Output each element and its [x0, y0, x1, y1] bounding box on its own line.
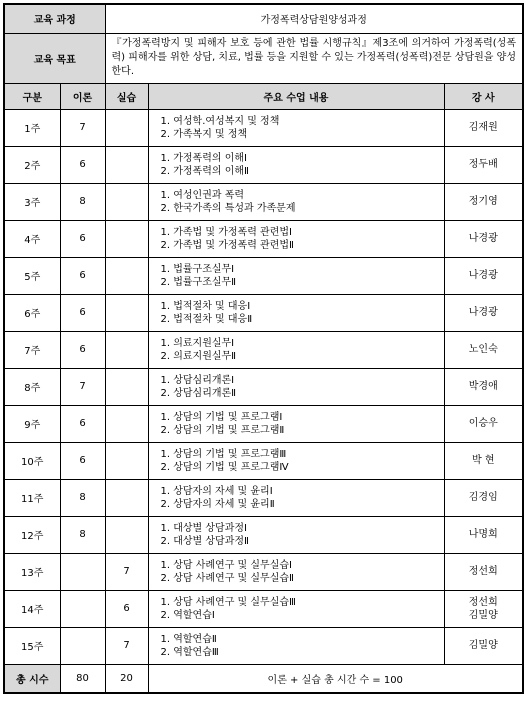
- instructor-name: 나경광: [468, 233, 498, 244]
- instructor-name: 정선희: [468, 596, 498, 608]
- instructor-name: 김경임: [468, 492, 498, 503]
- practice-hours: [105, 442, 148, 479]
- header-theory: 이론: [60, 83, 105, 109]
- lesson-item: 1. 상담심리개론Ⅰ: [160, 374, 235, 386]
- week-cell: 3주: [4, 183, 60, 220]
- lesson-list: [148, 553, 444, 590]
- lesson-list: [148, 294, 444, 331]
- lesson-item: 1. 상담의 기법 및 프로그램Ⅰ: [160, 411, 283, 423]
- instructor-name: 정두배: [468, 159, 498, 170]
- lesson-list: [148, 479, 444, 516]
- week-cell: 5주: [4, 257, 60, 294]
- header-week: 구분: [4, 83, 60, 109]
- lesson-item: 2. 대상별 상담과정Ⅱ: [160, 535, 249, 547]
- lesson-item: 1. 법적절차 및 대응Ⅰ: [160, 300, 251, 312]
- lesson-item: 1. 상담자의 자세 및 윤리Ⅰ: [160, 485, 273, 497]
- lesson-list: [148, 183, 444, 220]
- total-label: 총 시수: [4, 664, 60, 693]
- lesson-list: [148, 405, 444, 442]
- theory-hours: 6: [60, 442, 105, 479]
- instructor-name: 이승우: [468, 418, 498, 429]
- lesson-item: 2. 상담자의 자세 및 윤리Ⅱ: [160, 498, 275, 510]
- week-row: [4, 183, 523, 220]
- goal-label: 교육 목표: [4, 33, 105, 83]
- theory-hours: 6: [60, 405, 105, 442]
- total-theory: 80: [60, 664, 105, 693]
- theory-hours: 8: [60, 183, 105, 220]
- theory-hours: 8: [60, 479, 105, 516]
- course-row: [4, 4, 523, 33]
- week-row: [4, 331, 523, 368]
- theory-hours: 6: [60, 220, 105, 257]
- practice-hours: [105, 257, 148, 294]
- week-cell: 14주: [4, 590, 60, 627]
- week-cell: 10주: [4, 442, 60, 479]
- week-cell: 8주: [4, 368, 60, 405]
- week-row: [4, 368, 523, 405]
- curriculum-document: [3, 3, 524, 694]
- instructor-cell: [444, 183, 523, 220]
- week-cell: 12주: [4, 516, 60, 553]
- week-cell: 6주: [4, 294, 60, 331]
- lesson-item: 2. 상담의 기법 및 프로그램Ⅳ: [160, 461, 289, 473]
- week-cell: 4주: [4, 220, 60, 257]
- week-row: [4, 109, 523, 146]
- instructor-name: 나명희: [468, 529, 498, 540]
- week-row: [4, 553, 523, 590]
- lesson-item: 2. 한국가족의 특성과 가족문제: [160, 202, 296, 214]
- lesson-list: [148, 590, 444, 627]
- lesson-list: [148, 220, 444, 257]
- week-cell: 1주: [4, 109, 60, 146]
- goal-text: 『가정폭력방지 및 피해자 보호 등에 관한 법률 시행규칙』제3조에 의거하여 가정폭력(성폭력) 피해자를 위한 상담, 치료, 법률 등을 지원할 수 있는 가정폭력(성폭력)전문 상담원을 양성한다.: [105, 33, 523, 83]
- practice-hours: [105, 183, 148, 220]
- practice-hours: [105, 405, 148, 442]
- week-row: [4, 294, 523, 331]
- week-row: [4, 405, 523, 442]
- instructor-name: 나경광: [468, 270, 498, 281]
- lesson-list: [148, 516, 444, 553]
- theory-hours: 6: [60, 146, 105, 183]
- practice-hours: [105, 331, 148, 368]
- lesson-item: 2. 가족복지 및 정책: [160, 128, 248, 140]
- week-cell: 15주: [4, 627, 60, 664]
- lesson-item: 2. 가족법 및 가정폭력 관련법Ⅱ: [160, 239, 294, 251]
- practice-hours: 6: [105, 590, 148, 627]
- instructor-cell: [444, 442, 523, 479]
- theory-hours: 6: [60, 331, 105, 368]
- instructor-cell: [444, 257, 523, 294]
- theory-hours: 7: [60, 109, 105, 146]
- instructor-cell: [444, 627, 523, 664]
- instructor-name: 김밀양: [468, 640, 498, 651]
- week-row: [4, 516, 523, 553]
- instructor-cell: [444, 146, 523, 183]
- instructor-cell: [444, 590, 523, 627]
- week-row: [4, 627, 523, 664]
- lesson-item: 2. 상담 사례연구 및 실무실습Ⅱ: [160, 572, 294, 584]
- lesson-item: 1. 역할연습Ⅱ: [160, 633, 217, 645]
- instructor-name: 박 현: [472, 455, 495, 466]
- instructor-name: 정선희: [468, 566, 498, 577]
- lesson-list: [148, 331, 444, 368]
- lesson-item: 1. 가족법 및 가정폭력 관련법Ⅰ: [160, 226, 292, 238]
- curriculum-table: [3, 3, 524, 694]
- goal-row: [4, 33, 523, 83]
- week-cell: 2주: [4, 146, 60, 183]
- theory-hours: 8: [60, 516, 105, 553]
- week-row: [4, 442, 523, 479]
- theory-hours: 7: [60, 368, 105, 405]
- lesson-list: [148, 627, 444, 664]
- theory-hours: [60, 590, 105, 627]
- week-cell: 9주: [4, 405, 60, 442]
- instructor-cell: [444, 220, 523, 257]
- lesson-list: [148, 368, 444, 405]
- practice-hours: [105, 294, 148, 331]
- practice-hours: [105, 516, 148, 553]
- course-label: 교육 과정: [4, 4, 105, 33]
- lesson-item: 1. 상담의 기법 및 프로그램Ⅲ: [160, 448, 287, 460]
- instructor-cell: [444, 553, 523, 590]
- instructor-cell: [444, 516, 523, 553]
- instructor-cell: [444, 368, 523, 405]
- instructor-name: 정기영: [468, 196, 498, 207]
- practice-hours: 7: [105, 627, 148, 664]
- total-note: 이론 + 실습 총 시간 수 = 100: [148, 664, 523, 693]
- total-row: [4, 664, 523, 693]
- week-row: [4, 257, 523, 294]
- week-cell: 11주: [4, 479, 60, 516]
- instructor-cell: [444, 109, 523, 146]
- total-practice: 20: [105, 664, 148, 693]
- lesson-item: 1. 여성학.여성복지 및 정책: [160, 115, 280, 127]
- header-row: [4, 83, 523, 109]
- lesson-item: 2. 법적절차 및 대응Ⅱ: [160, 313, 253, 325]
- lesson-item: 1. 상담 사례연구 및 실무실습Ⅲ: [160, 596, 296, 608]
- lesson-item: 1. 가정폭력의 이해Ⅰ: [160, 152, 247, 164]
- practice-hours: [105, 146, 148, 183]
- lesson-item: 1. 여성인권과 폭력: [160, 189, 245, 201]
- instructor-name: 박경애: [468, 381, 498, 392]
- week-cell: 7주: [4, 331, 60, 368]
- theory-hours: 6: [60, 294, 105, 331]
- header-instructor: 강 사: [444, 83, 523, 109]
- practice-hours: 7: [105, 553, 148, 590]
- week-cell: 13주: [4, 553, 60, 590]
- lesson-list: [148, 442, 444, 479]
- week-row: [4, 220, 523, 257]
- lesson-item: 1. 상담 사례연구 및 실무실습Ⅰ: [160, 559, 292, 571]
- instructor-cell: [444, 294, 523, 331]
- practice-hours: [105, 368, 148, 405]
- instructor-name: 김밀양: [468, 609, 498, 621]
- theory-hours: 6: [60, 257, 105, 294]
- instructor-name: 나경광: [468, 307, 498, 318]
- week-row: [4, 590, 523, 627]
- instructor-cell: [444, 479, 523, 516]
- lesson-item: 2. 가정폭력의 이해Ⅱ: [160, 165, 249, 177]
- lesson-item: 2. 법률구조실무Ⅱ: [160, 276, 237, 288]
- instructor-cell: [444, 405, 523, 442]
- week-row: [4, 146, 523, 183]
- lesson-list: [148, 146, 444, 183]
- lesson-list: [148, 109, 444, 146]
- instructor-cell: [444, 331, 523, 368]
- practice-hours: [105, 109, 148, 146]
- lesson-item: 2. 의료지원실무Ⅱ: [160, 350, 237, 362]
- theory-hours: [60, 553, 105, 590]
- week-row: [4, 479, 523, 516]
- lesson-item: 2. 역할연습Ⅲ: [160, 646, 219, 658]
- lesson-list: [148, 257, 444, 294]
- header-practice: 실습: [105, 83, 148, 109]
- practice-hours: [105, 479, 148, 516]
- lesson-item: 2. 역할연습Ⅰ: [160, 609, 215, 621]
- lesson-item: 1. 법률구조실무Ⅰ: [160, 263, 235, 275]
- header-content: 주요 수업 내용: [148, 83, 444, 109]
- course-title: 가정폭력상담원양성과정: [105, 4, 523, 33]
- instructor-name: 노인숙: [468, 344, 498, 355]
- lesson-item: 2. 상담심리개론Ⅱ: [160, 387, 237, 399]
- practice-hours: [105, 220, 148, 257]
- lesson-item: 1. 대상별 상담과정Ⅰ: [160, 522, 247, 534]
- theory-hours: [60, 627, 105, 664]
- lesson-item: 2. 상담의 기법 및 프로그램Ⅱ: [160, 424, 285, 436]
- instructor-name: 김재원: [468, 122, 498, 133]
- lesson-item: 1. 의료지원실무Ⅰ: [160, 337, 235, 349]
